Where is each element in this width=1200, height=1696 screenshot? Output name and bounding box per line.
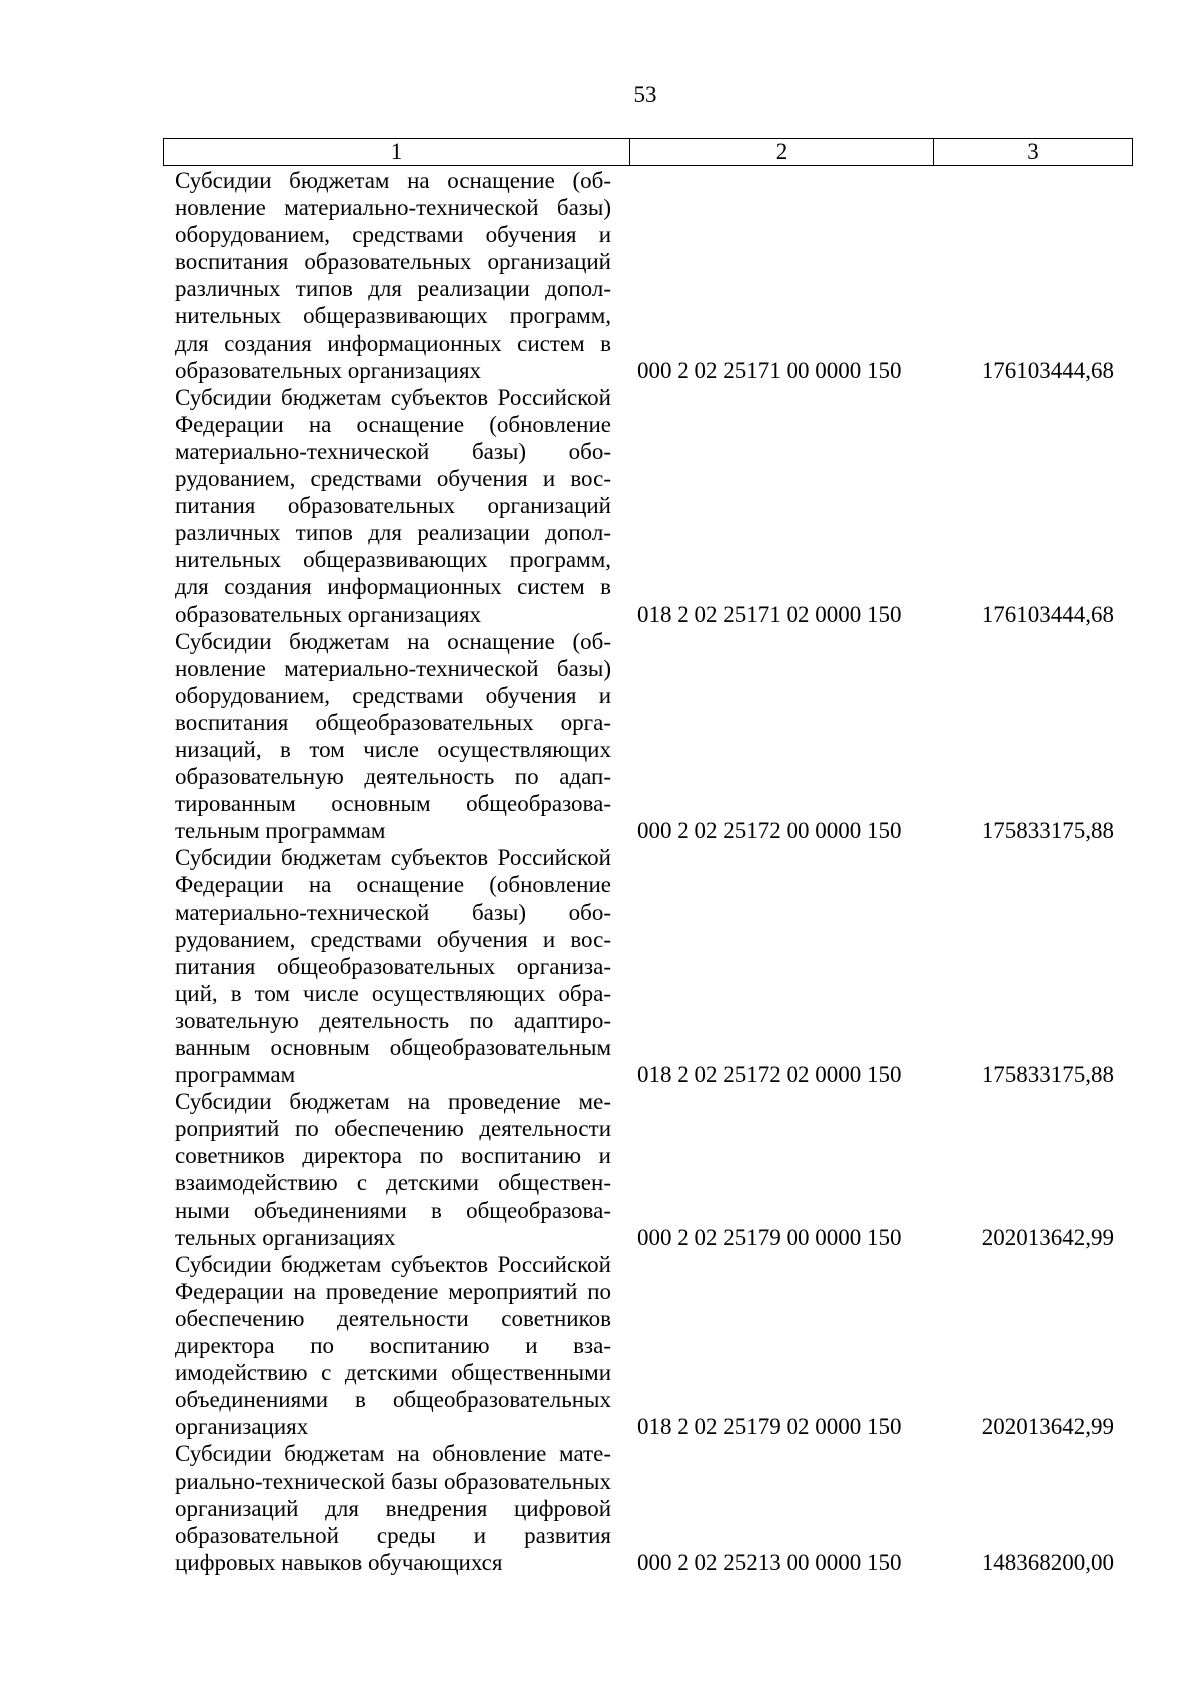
row-code: 000 2 02 25213 00 0000 150 [637,1549,902,1575]
row-amount: 202013642,99 [981,1414,1114,1440]
table-row [0,1440,1200,1575]
row-code: 000 2 02 25171 00 0000 150 [637,357,902,383]
row-name: Субсидии бюджетам на оснащение (обновление материально-технической базы) оборудованием, средствами обучения и воспитания образовательных организаций различных типов для реализации дополнительных общеразвивающих программ, для создания информационных систем в образовательных организациях [175,168,611,383]
table-row [0,1088,1200,1251]
table-row [0,844,1200,1088]
row-name: Субсидии бюджетам на обновление материально-технической базы образовательных организаций для внедрения цифровой образовательной среды и развития цифровых навыков обучающихся [175,1441,611,1575]
row-amount: 148368200,00 [981,1549,1114,1575]
row-code: 000 2 02 25172 00 0000 150 [637,818,902,844]
row-name: Субсидии бюджетам субъектов Российской Федерации на оснащение (обновление материально-технической базы) оборудованием, средствами обучения и воспитания общеобразовательных организаций, в том числе осуществляющих образовательную деятельность по адаптированным основным общеобразовательным программам [175,845,611,1088]
column-header-3: 3 [1027,139,1039,164]
row-amount: 176103444,68 [981,357,1114,383]
row-amount: 202013642,99 [981,1224,1114,1250]
row-amount: 175833175,88 [981,818,1114,844]
row-code: 018 2 02 25171 02 0000 150 [637,601,902,627]
row-name: Субсидии бюджетам субъектов Российской Федерации на оснащение (обновление материально-технической базы) оборудованием, средствами обучения и воспитания образовательных организаций различных типов для реализации дополнительных общеразвивающих программ, для создания информационных систем в образовательных организациях [175,384,611,627]
row-name: Субсидии бюджетам на оснащение (обновление материально-технической базы) оборудованием, средствами обучения и воспитания общеобразовательных организаций, в том числе осуществляющих образовательную деятельность по адаптированным основным общеобразовательным программам [175,628,611,844]
table-row [0,167,1200,384]
table-row [0,384,1200,628]
row-code: 000 2 02 25179 00 0000 150 [637,1224,902,1250]
column-header-1: 1 [164,139,630,165]
row-amount: 176103444,68 [981,601,1114,627]
table-row [0,1251,1200,1441]
row-code: 018 2 02 25179 02 0000 150 [637,1414,902,1440]
row-amount: 175833175,88 [981,1062,1114,1088]
column-header-2: 2 [630,139,934,165]
table-header [163,138,1133,166]
page-number: 53 [633,82,657,107]
row-code: 018 2 02 25172 02 0000 150 [637,1062,902,1088]
row-name: Субсидии бюджетам на проведение мероприятий по обеспечению деятельности советников директора по воспитанию и взаимодействию с детскими общественными объединениями в общеобразовательных организациях [175,1089,611,1250]
table-body [0,167,1200,1576]
table-row [0,628,1200,845]
row-name: Субсидии бюджетам субъектов Российской Федерации на проведение мероприятий по обеспечению деятельности советников директора по воспитанию и взаимодействию с детскими общественными объединениями в общеобразовательных организациях [175,1251,611,1440]
